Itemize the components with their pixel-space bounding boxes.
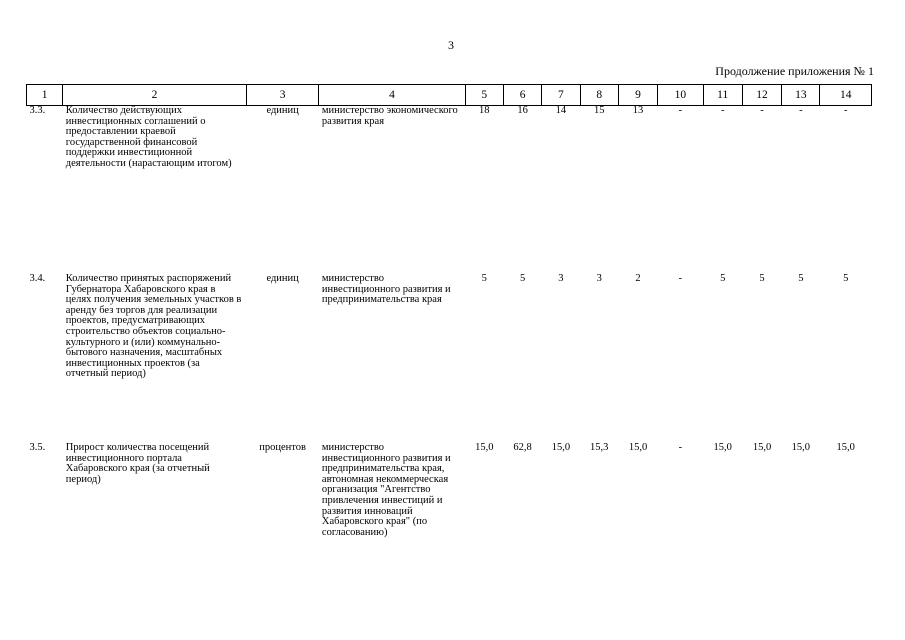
responsible-agency: министерство экономического развития края: [321, 105, 458, 127]
value-cell: 15,0: [628, 442, 648, 453]
value-cell: -: [843, 105, 848, 116]
value-cell: 15: [593, 105, 605, 116]
value-cell: 16: [517, 105, 528, 116]
value-cell: 15,3: [590, 442, 609, 453]
column-header: 8: [580, 85, 618, 106]
column-header: 10: [658, 85, 703, 106]
column-header: 2: [63, 85, 247, 106]
table-row: [27, 443, 872, 573]
responsible-agency: министерство инвестиционного развития и предпринимательства края, автономная некоммерческая организация "Агентство привлечения инвестиций и развития инноваций Хабаровского края" (по согласованию): [321, 442, 451, 538]
value-cell: 5: [720, 273, 726, 284]
column-header: 14: [820, 85, 872, 106]
column-header: 11: [703, 85, 742, 106]
value-cell: -: [678, 105, 683, 116]
value-cell: 15,0: [752, 442, 772, 453]
table-row: [27, 106, 872, 275]
column-header: 6: [503, 85, 541, 106]
column-header: 5: [465, 85, 503, 106]
continuation-note: Продолжение приложения № 1: [715, 64, 874, 78]
value-cell: 18: [479, 105, 490, 116]
unit-of-measure: единиц: [266, 105, 299, 116]
value-cell: 3: [596, 273, 602, 284]
unit-of-measure: единиц: [266, 273, 299, 284]
value-cell: 15,0: [791, 442, 811, 453]
row-id: 3.4.: [29, 273, 46, 284]
row-id: 3.5.: [29, 442, 46, 453]
value-cell: -: [799, 105, 803, 116]
column-header: 7: [542, 85, 580, 106]
value-cell: 5: [759, 273, 765, 284]
indicator-name: Количество действующих инвестиционных соглашений о предоставлении краевой государственной финансовой поддержки инвестиционной деятельности (нарастающим итогом): [65, 105, 232, 169]
table-row: [27, 274, 872, 443]
value-cell: 14: [555, 105, 567, 116]
page-number: 3: [448, 38, 454, 52]
value-cell: 5: [798, 273, 804, 284]
column-header: 1: [27, 85, 63, 106]
column-header: 9: [618, 85, 657, 106]
column-header: 4: [319, 85, 465, 106]
value-cell: 2: [635, 273, 641, 284]
column-header: 12: [742, 85, 781, 106]
value-cell: -: [678, 442, 683, 453]
value-cell: 3: [558, 273, 564, 284]
value-cell: -: [678, 273, 683, 284]
value-cell: -: [760, 105, 764, 116]
indicators-table: [26, 84, 872, 573]
column-header: 3: [246, 85, 319, 106]
value-cell: 62,8: [513, 442, 532, 453]
value-cell: 15,0: [713, 442, 732, 453]
value-cell: 13: [632, 105, 644, 116]
header-row: [27, 85, 872, 106]
value-cell: 5: [481, 273, 487, 284]
value-cell: 15,0: [551, 442, 571, 453]
value-cell: 15,0: [475, 442, 494, 453]
value-cell: 5: [843, 273, 849, 284]
indicator-name: Количество принятых распоряжений Губернатора Хабаровского края в целях получения земельных участков в аренду без торгов для реализации проектов, предусматривающих строительство объектов социально-культурного и (или) коммунально-бытового назначения, масштабных инвестиционных проектов (за отчетный период): [65, 273, 242, 380]
value-cell: -: [720, 105, 725, 116]
unit-of-measure: процентов: [259, 442, 306, 453]
value-cell: 15,0: [836, 442, 855, 453]
indicator-name: Прирост количества посещений инвестиционного портала Хабаровского края (за отчетный период): [65, 442, 210, 485]
responsible-agency: министерство инвестиционного развития и предпринимательства края: [321, 273, 451, 306]
value-cell: 5: [519, 273, 526, 284]
row-id: 3.3.: [29, 105, 46, 116]
column-header: 13: [782, 85, 820, 106]
